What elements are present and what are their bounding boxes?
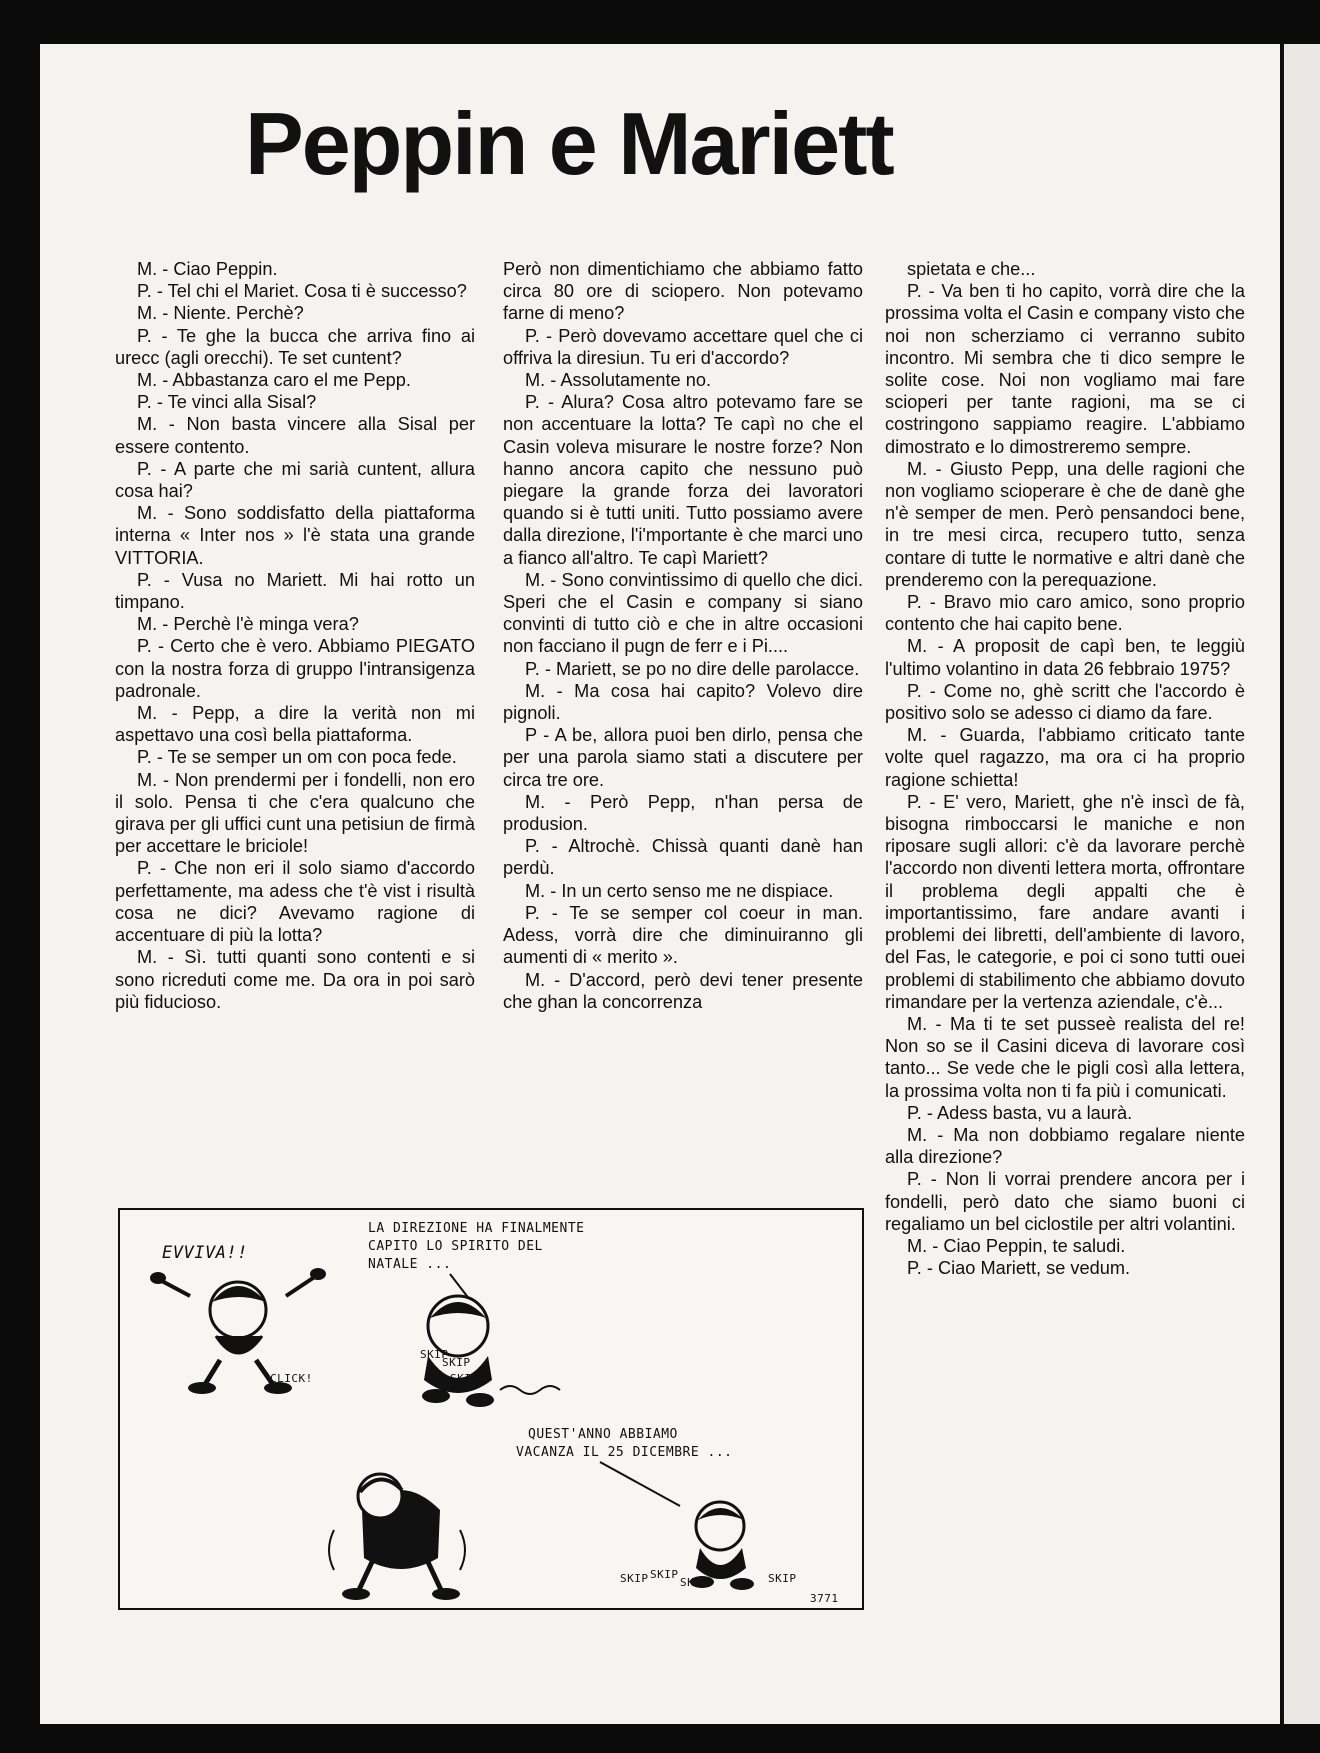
caption-pointer-2 — [600, 1462, 680, 1506]
dialogue-paragraph: M. - D'accord, però devi tener presente che ghan la concorrenza — [503, 969, 863, 1012]
dialogue-paragraph: P. - E' vero, Mariett, ghe n'è inscì de fà, bisogna rimboccarsi le maniche e non riposare sugli allori: c'è da lavorare perchè l'accordo non diventi lettera morta, offrontare il problema degli appalti che è importantissimo, fare andare avanti i problemi dei libretti, dell'ambiente di lavoro, del Fas, le categorie, e poi ci sono tutti ouei problemi di stabilimento che abbiamo dovuto rimandare per la vertenza aziendale, c'è... — [885, 791, 1246, 1012]
dialogue-paragraph: M. - Non basta vincere alla Sisal per essere contento. — [115, 414, 475, 457]
panel2-caption-line1: QUEST'ANNO ABBIAMO — [528, 1427, 678, 1442]
panel2-sfx3: SKIP — [680, 1576, 709, 1589]
dialogue-paragraph: M. - Sì. tutti quanti sono contenti e si sono ricreduti come me. Da ora in poi sarò più fiducioso. — [115, 947, 475, 1012]
page-title: Peppin e Mariett — [245, 94, 893, 193]
dialogue-paragraph: P. - Te se semper un om con poca fede. — [137, 747, 457, 768]
dialogue-paragraph: P. - Te se semper col coeur in man. Adess, vorrà dire che diminuiranno gli aumenti di « merito ». — [503, 902, 863, 968]
text-column-3 — [885, 258, 1245, 1279]
dialogue-paragraph: M. - Ma cosa hai capito? Volevo dire pignoli. — [503, 680, 863, 724]
panel1-sfx1: CLICK! — [270, 1372, 313, 1385]
artist-signature: 3771 — [810, 1592, 839, 1605]
cartoon-strip — [118, 1208, 864, 1610]
dialogue-paragraph: Però non dimentichiamo che abbiamo fatto circa 80 ore di sciopero. Non potevamo farne di meno? — [503, 259, 863, 324]
dialogue-paragraph: P. - Vusa no Mariett. Mi hai rotto un timpano. — [115, 569, 475, 613]
dialogue-paragraph: M. - Ma ti te set pusseè realista del re! Non so se il Casini diceva di lavorare così tanto... Se vede che le pigli così alla lettera, la prossima volta non ti fa più i comunicati. — [885, 1013, 1245, 1101]
dialogue-paragraph: P. - Certo che è vero. Abbiamo PIEGATO con la nostra forza di gruppo l'intransigenza padronale. — [115, 636, 475, 701]
cartoon-drawing — [120, 1210, 862, 1608]
dialogue-paragraph: M. - Niente. Perchè? — [137, 303, 304, 324]
cartoon-panel-1 — [150, 1221, 585, 1407]
panel1-sfx3: SKIP — [442, 1356, 471, 1369]
dialogue-paragraph: P. - Ciao Mariett, se vedum. — [907, 1258, 1131, 1279]
dialogue-paragraph: P. - Te ghe la bucca che arriva fino ai urecc (agli orecchi). Te set cuntent? — [115, 325, 475, 368]
cheer-text: EVVIVA!! — [162, 1243, 248, 1263]
dialogue-paragraph: M. - Sono soddisfatto della piattaforma interna « Inter nos » l'è stata una grande VITTORIA. — [115, 503, 475, 568]
dialogue-paragraph: M. - Ma non dobbiamo regalare niente alla direzione? — [885, 1124, 1245, 1168]
dialogue-paragraph: M. - Pepp, a dire la verità non mi aspettavo una così bella piattaforma. — [115, 703, 475, 746]
cartoon-panel-2 — [329, 1427, 839, 1605]
dialogue-paragraph: P. - Però dovevamo accettare quel che ci offriva la diresiun. Tu eri d'accordo? — [503, 325, 863, 368]
dialogue-paragraph: P. - Tel chi el Mariet. Cosa ti è successo? — [137, 281, 467, 302]
dialogue-paragraph: P. - Che non eri il solo siamo d'accordo perfettamente, ma adess che t'è vist i risultà cosa ne dici? Avevamo ragione di accentuare di più la lotta? — [115, 858, 475, 946]
dialogue-paragraph: M. - A proposit de capì ben, te leggiù l'ultimo volantino in data 26 febbraio 1975? — [885, 636, 1245, 679]
panel1-caption-line2: CAPITO LO SPIRITO DEL — [368, 1239, 543, 1254]
text-column-1 — [115, 258, 475, 1013]
dialogue-paragraph: M. - Ciao Peppin. — [137, 259, 278, 279]
dialogue-paragraph: P. - Adess basta, vu a laurà. — [907, 1102, 1133, 1123]
panel2-sfx2: SKIP — [650, 1568, 679, 1581]
panel1-sfx4: SKI.. — [450, 1372, 486, 1385]
dialogue-paragraph: M. - Abbastanza caro el me Pepp. — [137, 370, 411, 391]
dialogue-paragraph: P. - Mariett, se po no dire delle parolacce. — [525, 658, 860, 679]
dialogue-paragraph: P. - Alura? Cosa altro potevamo fare se non accentuare la lotta? Te capì no che el Casin voleva misurare le nostre forze? Non hanno ancora capito che nessuno può piegare la grande forza dei lavoratori quando si è tutti uniti. Tutto possiamo avere dalla direzione, l'i'mportante è che marci uno a fianco all'altro. Te capì Mariett? — [503, 392, 863, 568]
dialogue-paragraph: P. - A parte che mi sarià cuntent, allura cosa hai? — [115, 458, 475, 502]
panel2-caption-line2: VACANZA IL 25 DICEMBRE ... — [516, 1445, 733, 1460]
next-page-edge — [1282, 44, 1320, 1724]
dialogue-paragraph: M. - Ciao Peppin, te saludi. — [907, 1235, 1126, 1256]
dialogue-paragraph: M. - In un certo senso me ne dispiace. — [525, 880, 834, 901]
panel2-sfx1: SKIP — [620, 1572, 649, 1585]
dialogue-paragraph: spietata e che... — [907, 259, 1036, 279]
dialogue-paragraph: M. - Assolutamente no. — [525, 370, 712, 391]
dialogue-paragraph: P. - Altrochè. Chissà quanti danè han perdù. — [503, 836, 863, 879]
panel2-sfx4: SKIP — [768, 1572, 797, 1585]
dialogue-paragraph: P. - Bravo mio caro amico, sono proprio contento che hai capito bene. — [885, 592, 1245, 635]
dialogue-paragraph: M. - Giusto Pepp, una delle ragioni che non vogliamo scioperare è che de danè ghe n'è semper de men. Però pensandoci bene, in tre mesi circa, recupero tutto, senza contare di tutte le normative e altri danè che prenderemo con la perequazione. — [885, 458, 1245, 590]
panel1-sfx2: SKIP — [420, 1348, 449, 1361]
dialogue-paragraph: M. - Perchè l'è minga vera? — [137, 614, 359, 635]
dialogue-paragraph: M. - Non prendermi per i fondelli, non ero il solo. Pensa ti che c'era qualcuno che girava per gli uffici cunt una petisiun de firmà per accettare le briciole! — [115, 769, 475, 857]
dialogue-paragraph: M. - Però Pepp, n'han persa de produsion. — [503, 791, 863, 835]
panel1-caption-line3: NATALE ... — [368, 1257, 452, 1272]
dialogue-paragraph: P. - Non li vorrai prendere ancora per i fondelli, però dato che siamo buoni ci regaliamo un bel ciclostile per altri volantini. — [885, 1169, 1245, 1234]
dialogue-paragraph: P. - Come no, ghè scritt che l'accordo è positivo solo se adesso ci diamo da fare. — [885, 680, 1245, 724]
dialogue-paragraph: P - A be, allora puoi ben dirlo, pensa che per una parola siamo stati a discutere per circa tre ore. — [503, 725, 863, 790]
dialogue-paragraph: P. - Te vinci alla Sisal? — [137, 392, 317, 413]
dialogue-paragraph: M. - Guarda, l'abbiamo criticato tante volte quel ragazzo, ma ora ci ha proprio ragione schietta! — [885, 725, 1245, 790]
bending-figure — [329, 1474, 465, 1600]
panel1-caption-line1: LA DIREZIONE HA FINALMENTE — [368, 1221, 585, 1236]
text-column-2 — [503, 258, 863, 1013]
dialogue-paragraph: M. - Sono convintissimo di quello che dici. Speri che el Casin e company si siano convinti di tutto ciò e che in altre occasioni non facciano il pugn de ferr e i Pi.... — [503, 569, 863, 657]
dialogue-paragraph: P. - Va ben ti ho capito, vorrà dire che la prossima volta el Casin e company visto che noi non scherziamo ci verranno subito incontro. Mi sembra che ti dico sempre le solite cose. Noi non vogliamo mai fare scioperi per tante ragioni, ma se ci costringono sappiamo reagire. L'abbiamo dimostrato e lo dimostreremo sempre. — [885, 281, 1245, 457]
